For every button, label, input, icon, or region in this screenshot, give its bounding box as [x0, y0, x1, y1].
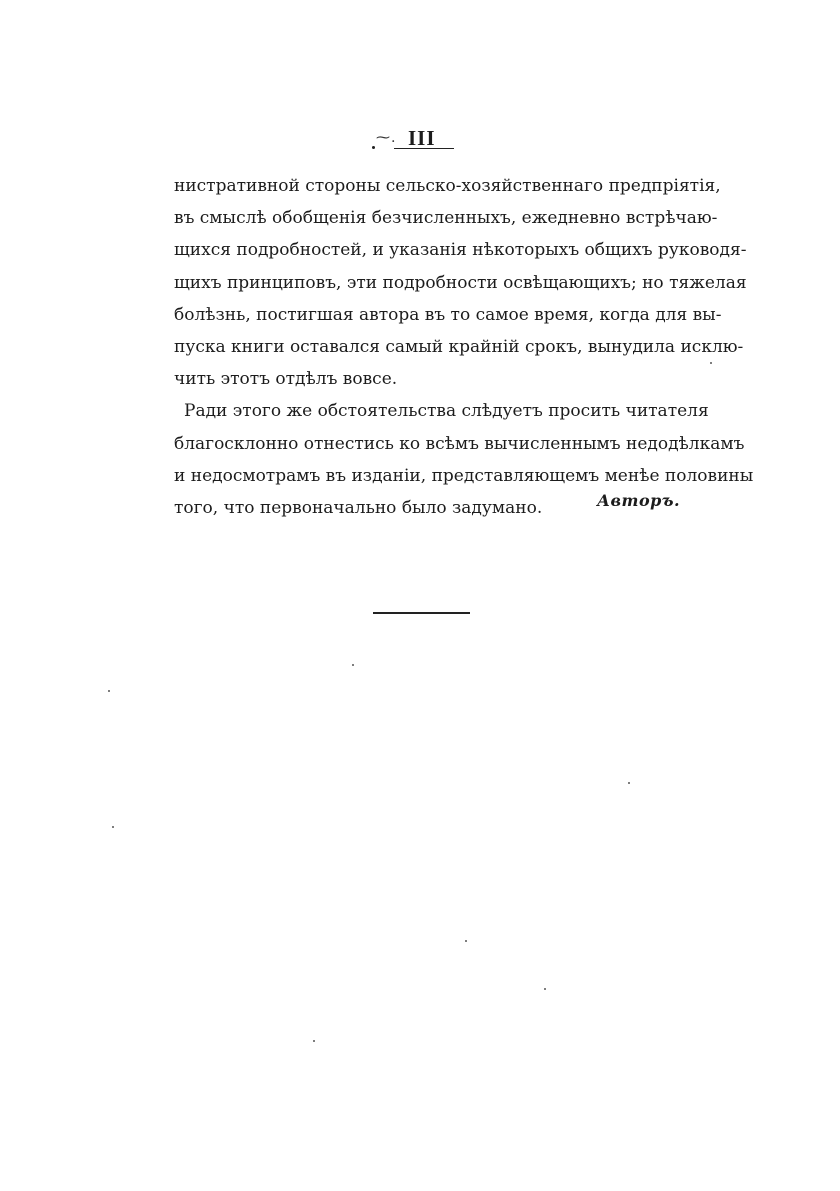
text-line: благосклонно отнестись ко всѣмъ вычисленнымъ недодѣлкамъ: [174, 433, 745, 454]
page-header: [370, 126, 460, 156]
paper-speck: [112, 826, 114, 828]
paper-speck: [108, 690, 110, 692]
paper-speck: [352, 664, 354, 666]
paper-speck: [710, 362, 712, 364]
paper-speck: [544, 988, 546, 990]
paper-speck: [628, 782, 630, 784]
text-line: того, что первоначально было задумано.: [174, 497, 543, 518]
text-line: и недосмотрамъ въ изданіи, представляющемъ менѣе половины: [174, 465, 754, 486]
text-line: чить этотъ отдѣлъ вовсе.: [174, 369, 398, 390]
text-line: пуска книги оставался самый крайній срокъ, вынудила исклю-: [174, 336, 744, 357]
text-line: Ради этого же обстоятельства слѣдуетъ просить читателя: [184, 401, 709, 422]
author-signature: Авторъ.: [597, 491, 681, 510]
text-line: щихъ принциповъ, эти подробности освѣщающихъ; но тяжелая: [174, 272, 747, 293]
text-line: болѣзнь, постигшая автора въ то самое время, когда для вы-: [174, 304, 722, 325]
text-line: щихся подробностей, и указанія нѣкоторыхъ общихъ руководя-: [174, 240, 747, 261]
header-rule: [394, 148, 454, 149]
header-ornament: ⁓.: [376, 130, 397, 146]
paper-speck: [313, 1040, 315, 1042]
end-rule: [373, 612, 470, 614]
paragraph-1: [174, 170, 747, 395]
page-number: III: [408, 126, 436, 150]
header-dot: [372, 146, 375, 149]
text-line: въ смыслѣ обобщенія безчисленныхъ, ежедневно встрѣчаю-: [174, 208, 718, 229]
body-text: [174, 170, 754, 524]
paper-speck: [465, 940, 467, 942]
text-line: нистративной стороны сельско-хозяйственнаго предпріятія,: [174, 176, 721, 196]
